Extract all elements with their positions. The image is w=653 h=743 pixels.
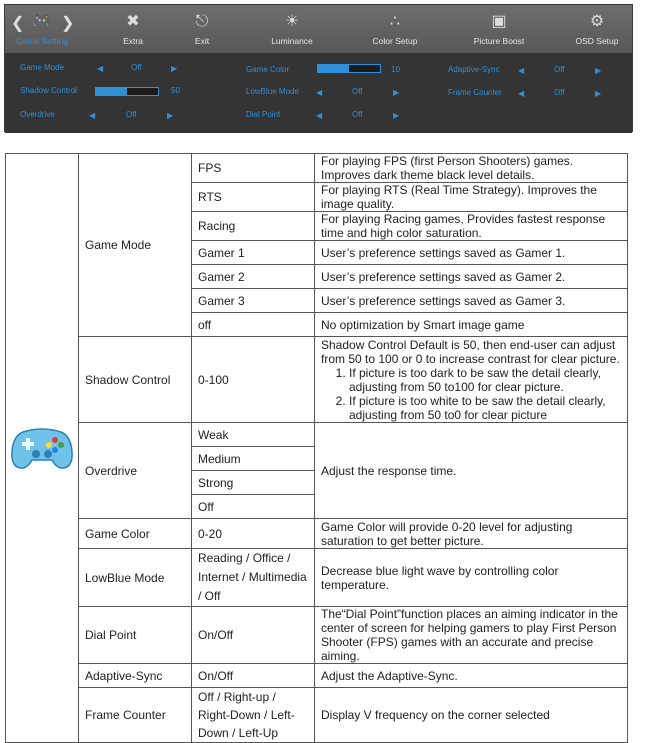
- osd-lowblue-mode-label: LowBlue Mode: [246, 87, 299, 96]
- table-row: [6, 337, 628, 423]
- osd-adaptive-sync-value: Off: [554, 65, 565, 74]
- option-description: Game Color will provide 0-20 level for adjusting saturation to get better picture.: [315, 519, 628, 549]
- table-row: [6, 154, 628, 183]
- option-value: 0-20: [192, 519, 315, 549]
- setting-name: Game Color: [79, 519, 192, 549]
- list-item: 2. If picture is too white to be saw the detail clearly, adjusting from 50 to0 for clear picture: [349, 394, 621, 422]
- setting-name: Overdrive: [79, 423, 192, 519]
- option-value: Reading / Office / Internet / Multimedia / Off: [192, 549, 315, 607]
- option-value: Gamer 2: [192, 265, 315, 289]
- option-description: Adjust the Adaptive-Sync.: [315, 664, 628, 688]
- osd-game-mode-label: Game Mode: [20, 63, 65, 72]
- picture-icon: ▣: [491, 13, 507, 30]
- setting-name: Dial Point: [79, 607, 192, 664]
- table-row: [6, 607, 628, 664]
- triangle-left-icon[interactable]: ◀: [518, 66, 525, 75]
- tab-exit[interactable]: ⎋ Exit: [177, 5, 227, 53]
- tab-luminance[interactable]: ☀ Luminance: [261, 5, 323, 53]
- slider-fill: [96, 88, 127, 95]
- option-description: User’s preference settings saved as Gamer 2.: [315, 265, 628, 289]
- game-setting-table: [5, 153, 628, 743]
- tab-game-setting[interactable]: 🎮 Game Setting: [13, 5, 71, 53]
- color-dots-icon: ∴: [389, 13, 401, 30]
- sun-icon: ☀: [284, 13, 300, 30]
- gamepad-icon-cell: [6, 154, 79, 743]
- option-value: Medium: [192, 447, 315, 471]
- osd-game-mode-value: Off: [131, 63, 142, 72]
- osd-game-color-label: Game Color: [246, 65, 290, 74]
- option-description: Display V frequency on the corner selected: [315, 688, 628, 743]
- osd-dial-point-value: Off: [352, 110, 363, 119]
- option-description: User’s preference settings saved as Gamer 1.: [315, 241, 628, 265]
- option-description: For playing Racing games, Provides fastest response time and high color saturation.: [315, 212, 628, 241]
- option-value: Off: [192, 495, 315, 519]
- osd-menu-screenshot: [4, 4, 633, 132]
- option-value: Off / Right-up / Right-Down / Left-Down / Left-Up: [192, 688, 315, 743]
- triangle-right-icon[interactable]: ▶: [167, 111, 174, 120]
- option-description: For playing FPS (first Person Shooters) games. Improves dark theme black level details.: [315, 154, 628, 183]
- osd-overdrive-value: Off: [126, 110, 137, 119]
- table-row: [6, 519, 628, 549]
- setting-name: Game Mode: [79, 154, 192, 337]
- option-value: RTS: [192, 183, 315, 212]
- osd-shadow-control-label: Shadow Control: [20, 86, 77, 95]
- tab-picture-boost[interactable]: ▣ Picture Boost: [465, 5, 533, 53]
- tab-osd-setup[interactable]: ⚙ OSD Setup: [567, 5, 627, 53]
- triangle-right-icon[interactable]: ▶: [393, 88, 400, 97]
- tools-icon: ✖: [126, 13, 140, 30]
- option-description: [315, 337, 628, 423]
- osd-settings-panel: [5, 53, 632, 133]
- table-row: [6, 664, 628, 688]
- osd-frame-counter-value: Off: [554, 88, 565, 97]
- exit-door-icon: ⎋: [195, 13, 209, 30]
- osd-tab-bar: [5, 5, 632, 53]
- gamepad-icon: 🎮: [32, 13, 52, 30]
- tab-color-setup[interactable]: ∴ Color Setup: [365, 5, 425, 53]
- list-item: 1. If picture is too dark to be saw the detail clearly, adjusting from 50 to100 for clear picture.: [349, 366, 621, 394]
- option-value: Gamer 3: [192, 289, 315, 313]
- option-value: FPS: [192, 154, 315, 183]
- option-value: Strong: [192, 471, 315, 495]
- triangle-right-icon[interactable]: ▶: [595, 89, 602, 98]
- osd-frame-counter-label: Frame Counter: [448, 88, 502, 97]
- slider-fill: [318, 65, 349, 72]
- triangle-right-icon[interactable]: ▶: [393, 111, 400, 120]
- setting-name: LowBlue Mode: [79, 549, 192, 607]
- table-row: [6, 423, 628, 447]
- option-value: Racing: [192, 212, 315, 241]
- option-description: For playing RTS (Real Time Strategy). Improves the image quality.: [315, 183, 628, 212]
- tab-extra[interactable]: ✖ Extra: [105, 5, 161, 53]
- setting-name: Adaptive-Sync: [79, 664, 192, 688]
- osd-overdrive-label: Overdrive: [20, 110, 55, 119]
- setting-name: Frame Counter: [79, 688, 192, 743]
- osd-game-color-value: 10: [391, 65, 400, 74]
- option-description: No optimization by Smart image game: [315, 313, 628, 337]
- option-description: The“Dial Point”function places an aiming indicator in the center of screen for helping gamers to play First Person Shooter (FPS) games with an accurate and precise aiming.: [315, 607, 628, 664]
- option-value: On/Off: [192, 607, 315, 664]
- description-list: [321, 366, 621, 422]
- gear-icon: ⚙: [589, 13, 605, 30]
- option-description: Adjust the response time.: [315, 423, 628, 519]
- triangle-left-icon[interactable]: ◀: [316, 111, 323, 120]
- description-intro: Shadow Control Default is 50, then end-user can adjust from 50 to 100 or 0 to increase contrast for clear picture.: [321, 337, 620, 366]
- triangle-left-icon[interactable]: ◀: [89, 111, 96, 120]
- osd-adaptive-sync-label: Adaptive-Sync: [448, 65, 500, 74]
- triangle-left-icon[interactable]: ◀: [518, 89, 525, 98]
- option-value: Weak: [192, 423, 315, 447]
- osd-lowblue-mode-value: Off: [352, 87, 363, 96]
- triangle-left-icon[interactable]: ◀: [97, 64, 104, 73]
- chevron-left-icon[interactable]: ❮: [11, 15, 25, 32]
- option-value: Gamer 1: [192, 241, 315, 265]
- setting-name: Shadow Control: [79, 337, 192, 423]
- option-value: off: [192, 313, 315, 337]
- option-value: 0-100: [192, 337, 315, 423]
- osd-dial-point-label: Dial Point: [246, 110, 281, 119]
- chevron-right-icon[interactable]: ❯: [61, 15, 75, 32]
- option-value: On/Off: [192, 664, 315, 688]
- table-row: [6, 549, 628, 607]
- option-description: User’s preference settings saved as Gamer 3.: [315, 289, 628, 313]
- triangle-right-icon[interactable]: ▶: [171, 64, 178, 73]
- option-description: Decrease blue light wave by controlling color temperature.: [315, 549, 628, 607]
- gamepad-icon: [9, 422, 75, 472]
- table-row: [6, 688, 628, 743]
- osd-game-color-slider[interactable]: [317, 64, 381, 73]
- osd-shadow-control-value: 50: [171, 86, 180, 95]
- triangle-left-icon[interactable]: ◀: [316, 88, 323, 97]
- osd-shadow-control-slider[interactable]: [95, 87, 159, 96]
- triangle-right-icon[interactable]: ▶: [595, 66, 602, 75]
